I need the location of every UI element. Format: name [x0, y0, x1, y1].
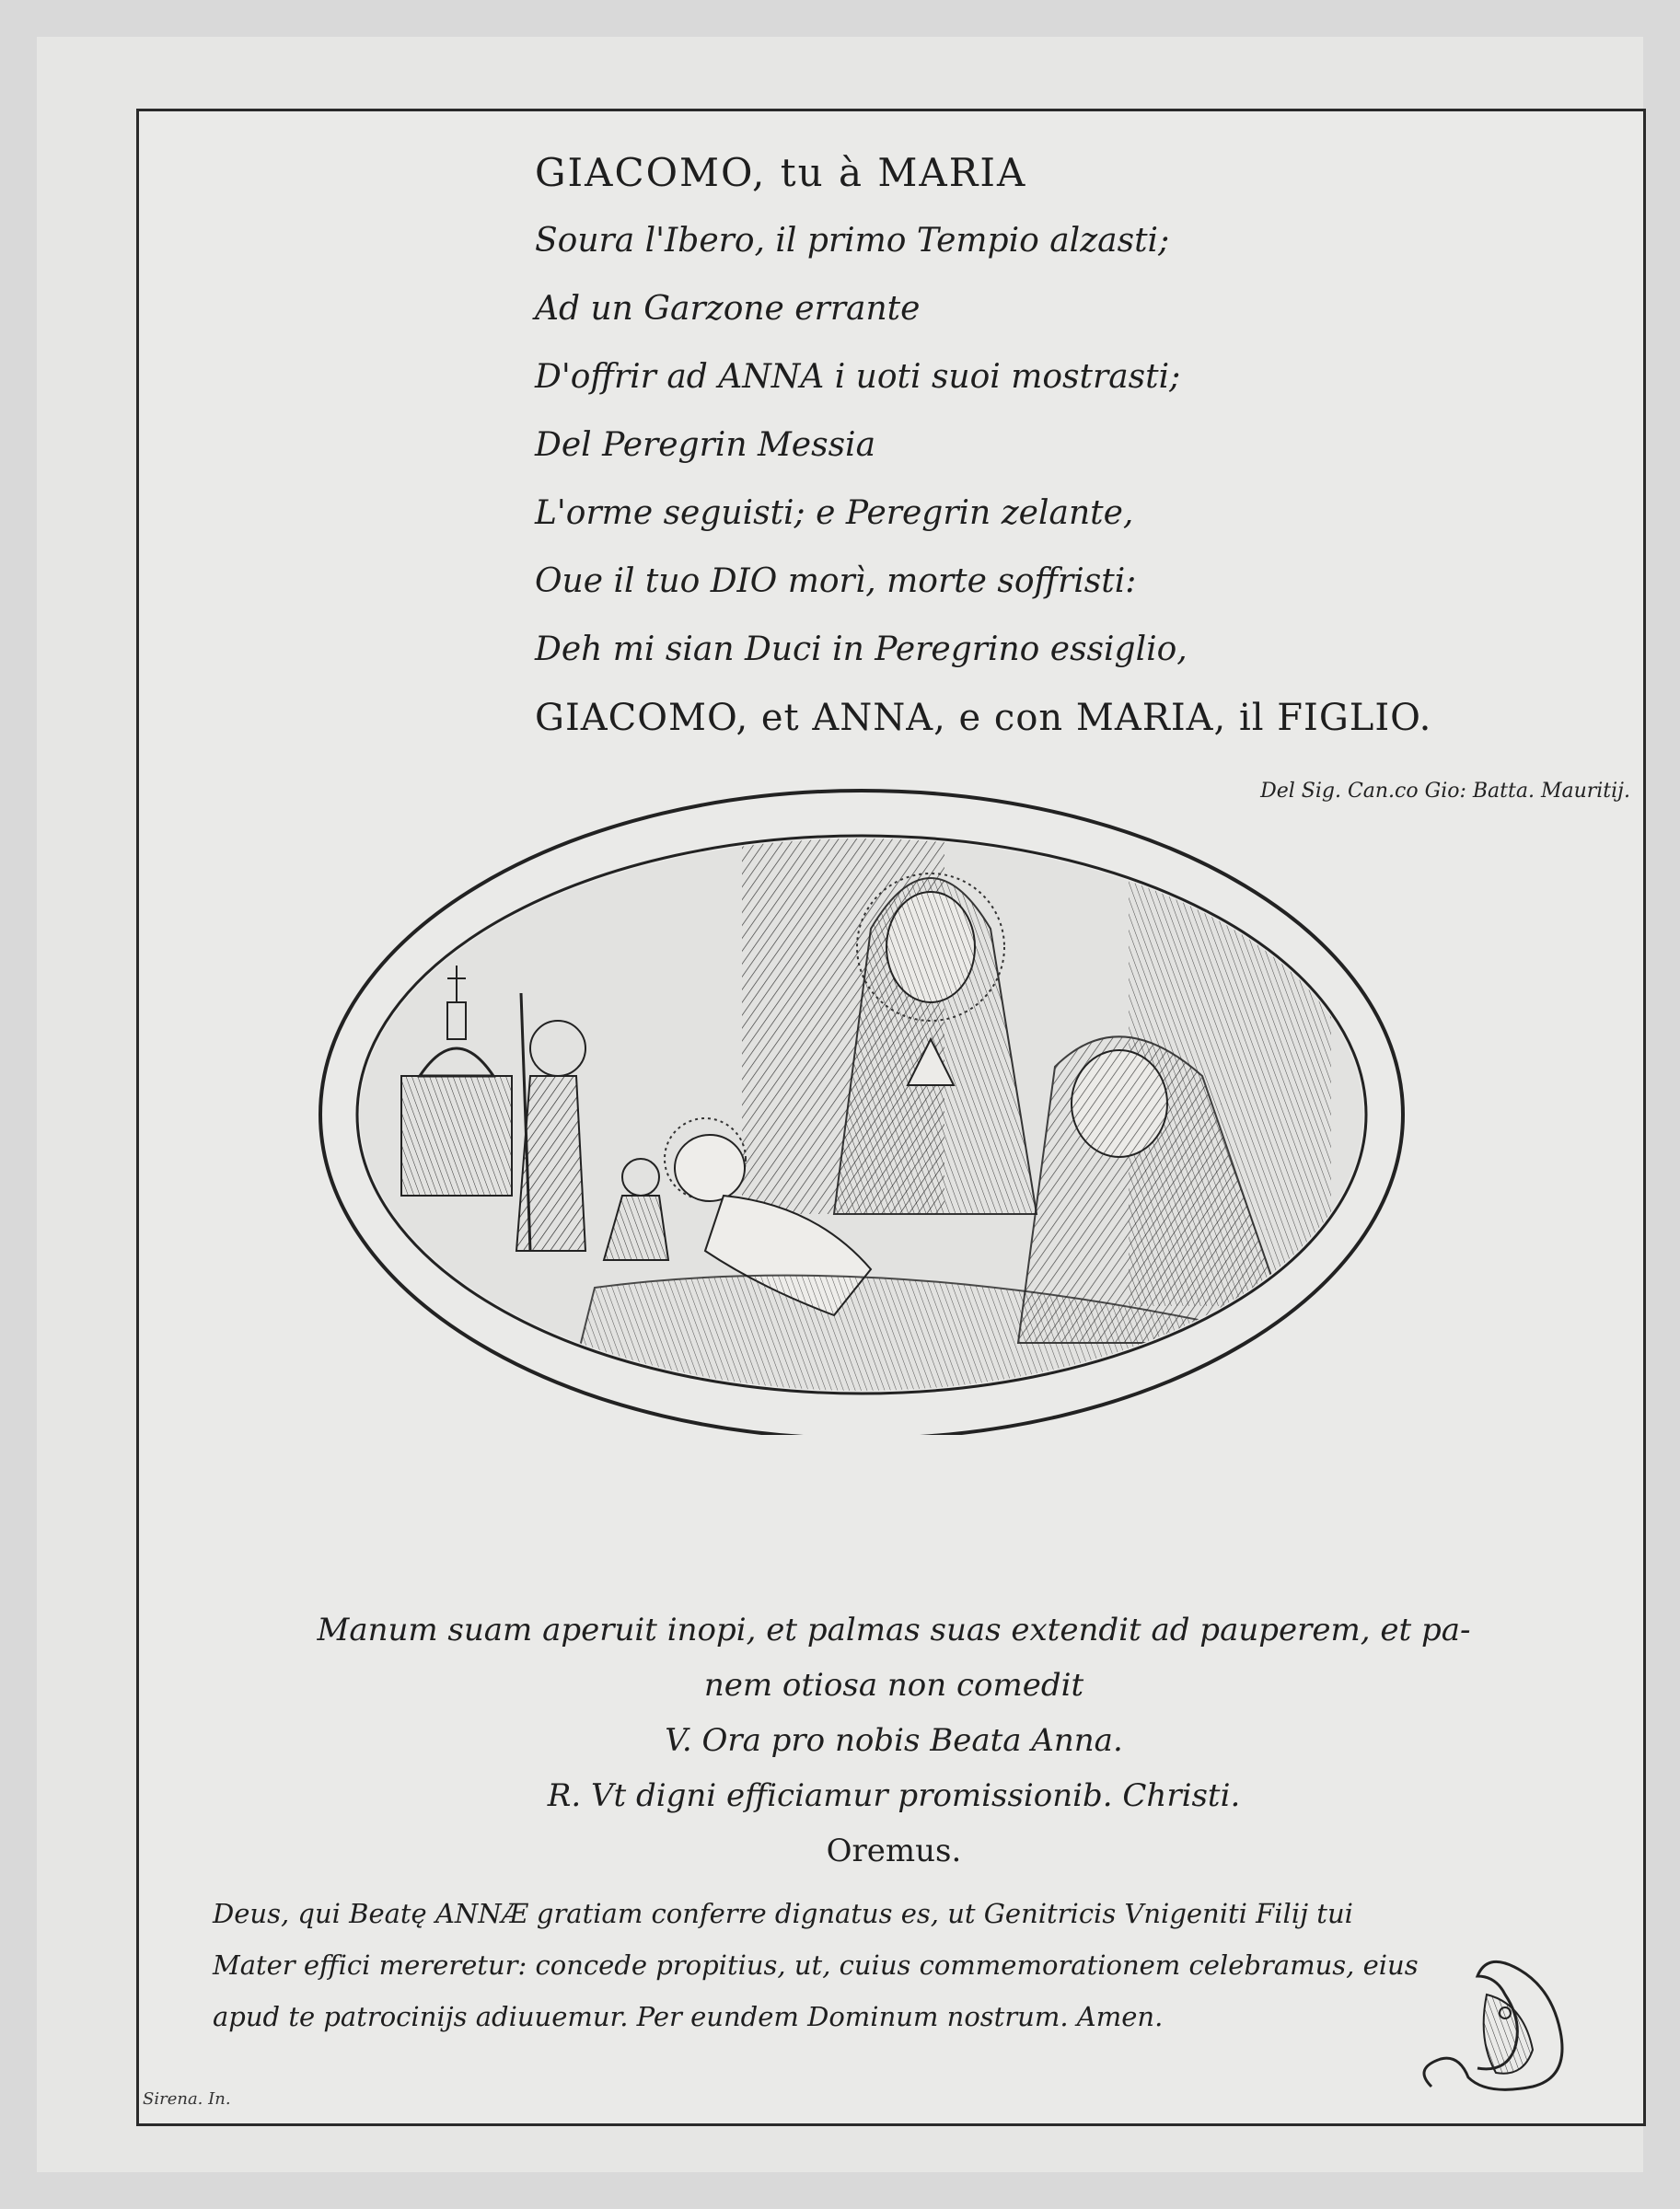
collect-line: Deus, qui Beatę ANNÆ gratiam conferre dignatus es, ut Genitricis Vnigeniti Filij tui	[213, 1898, 1353, 1929]
collect-line: Mater effici mereretur: concede propitius, ut, cuius commemorationem celebramus, eius	[213, 1949, 1419, 1981]
collect-line: apud te patrocinijs adiuuemur. Per eundem Dominum nostrum. Amen.	[213, 2001, 1164, 2032]
poem-line: Deh mi sian Duci in Peregrino essiglio,	[535, 630, 1188, 668]
paper-sheet	[37, 37, 1643, 2172]
prayer-line: Manum suam aperuit inopi, et palmas suas extendit ad pauperem, et pa-	[317, 1612, 1471, 1648]
poem-line: Ad un Garzone errante	[535, 290, 921, 328]
poem	[535, 139, 1547, 752]
oremus-heading: Oremus.	[826, 1833, 962, 1869]
engraving-illustration	[319, 772, 1405, 1435]
versicle-line: V. Ora pro nobis Beata Anna.	[665, 1722, 1123, 1759]
collect-prayer	[213, 1888, 1501, 2042]
poem-line: Oue il tuo DIO morì, morte soffristi:	[535, 562, 1137, 600]
engraver-signature: Sirena. In.	[143, 2089, 231, 2109]
poem-line: GIACOMO, et ANNA, e con MARIA, il FIGLIO.	[535, 697, 1432, 739]
poem-line: Del Peregrin Messia	[535, 426, 876, 464]
poem-line: D'offrir ad ANNA i uoti suoi mostrasti;	[535, 358, 1181, 396]
prayer-line: nem otiosa non comedit	[703, 1667, 1084, 1704]
poem-line: Soura l'Ibero, il primo Tempio alzasti;	[535, 222, 1170, 260]
antiphon-prayer	[157, 1602, 1630, 1879]
engraved-plate	[136, 109, 1646, 2126]
cartouche-emblem-icon	[1404, 1949, 1588, 2105]
response-line: R. Vt digni efficiamur promissionib. Christi.	[547, 1777, 1241, 1814]
poem-line: GIACOMO, tu à MARIA	[535, 150, 1027, 195]
author-attribution: Del Sig. Can.co Gio: Batta. Mauritij.	[1260, 780, 1630, 803]
poem-line: L'orme seguisti; e Peregrin zelante,	[535, 494, 1134, 532]
